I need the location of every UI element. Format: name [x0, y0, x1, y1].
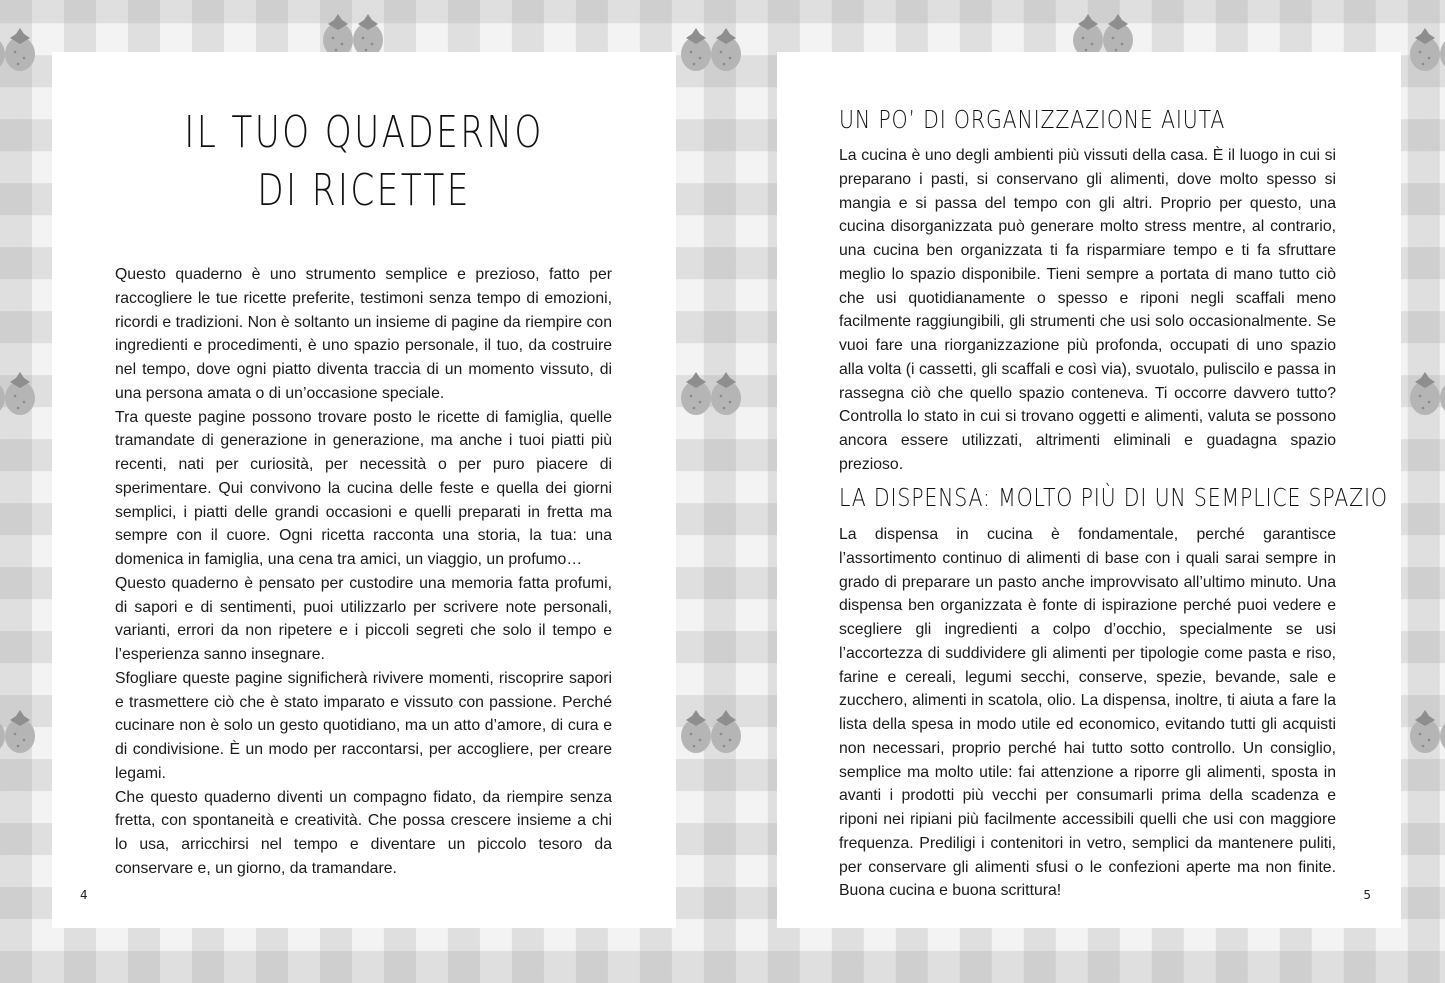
- strawberry-icon: [0, 362, 40, 424]
- page-number: 4: [80, 888, 88, 902]
- strawberry-icon: [1405, 700, 1445, 762]
- strawberry-icon: [1405, 18, 1445, 80]
- paragraph: Tra queste pagine possono trovare posto le ricette di famiglia, quelle tramandate di generazione in generazione, ma anche i tuoi piatti più recenti, nati per curiosità, per necessità o per puro piacere di sperimentare. Qui convivono la cucina delle feste e quella dei giorni semplici, i piatti delle grandi occasioni e quelli preparati in fretta ma sempre con il cuore. Ogni ricetta racconta una storia, la tua: una domenica in famiglia, una cena tra amici, un viaggio, un profumo…: [115, 408, 612, 568]
- page-title: [121, 104, 608, 220]
- paragraph: La dispensa in cucina è fondamentale, perché garantisce l’assortimento continuo di alimenti di base con i quali sarai sempre in grado di preparare un pasto anche improvvisato all’ultimo minuto. Una dispensa ben organizzata è fonte di ispirazione perché puoi vedere e scegliere gli ingredienti a colpo d’occhio, specialmente se usi l’accortezza di suddividere gli alimenti per tipologie come pasta e riso, farine e cereali, legumi secchi, conserve, spezie, bevande, sale e zucchero, alimenti in scatola, olio. La dispensa, inoltre, ti aiuta a fare la lista della spesa in modo utile ed economico, evitando tutti gli acquisti non necessari, proprio perché hai tutto sotto controllo. Un consiglio, semplice ma molto utile: fai attenzione a riporre gli alimenti, sposta in avanti i prodotti più vecchi per consumarli prima della scadenza e riponi nei ripiani più facilmente accessibili quelli che usi con maggiore frequenza. Prediligi i contenitori in vetro, semplici da mantenere puliti, per conservare gli alimenti sfusi o le confezioni aperte ma non finite. Buona cucina e buona scrittura!: [839, 526, 1336, 900]
- strawberry-icon: [676, 362, 746, 424]
- section-text: [839, 144, 1336, 477]
- paragraph: Che questo quaderno diventi un compagno fidato, da riempire senza fretta, con spontaneità e creatività. Che possa crescere insieme a chi lo usa, arricchirsi nel tempo e diventare un piccolo tesoro da conservare e, un giorno, da tramandare.: [115, 788, 612, 877]
- paragraph: Sfogliare queste pagine significherà rivivere momenti, riscoprire sapori e trasmettere ciò che è stato imparato e vissuto con passione. Perché cucinare non è solo un gesto quotidiano, ma un atto d’amore, di cura e di condivisione. È un modo per raccontarsi, per accogliere, per creare legami.: [115, 669, 612, 782]
- paragraph: Questo quaderno è pensato per custodire una memoria fatta profumi, di sapori e di sentimenti, puoi utilizzarlo per scrivere note personali, varianti, errori da non ripetere e i piccoli segreti che solo il tempo e l’esperienza sanno insegnare.: [115, 574, 612, 663]
- title-line-2: DI RICETTE: [257, 165, 471, 216]
- intro-text: [115, 263, 612, 881]
- right-page: [777, 52, 1401, 928]
- paragraph: La cucina è uno degli ambienti più vissuti della casa. È il luogo in cui si preparano i pasti, si conservano gli alimenti, dove molto spesso si mangia e si passa del tempo con gli altri. Proprio per questo, una cucina disorganizzata può generare molto stress mentre, al contrario, una cucina ben organizzata ti fa risparmiare tempo e ti fa sfruttare meglio lo spazio disponibile. Tieni sempre a portata di mano tutto ciò che usi quotidianamente o spesso e riponi negli scaffali meno facilmente raggiungibili, gli strumenti che usi solo occasionalmente. Se vuoi fare una riorganizzazione più profonda, occupati di uno spazio alla volta (i cassetti, gli scaffali e così via), svuotalo, puliscilo e passa in rassegna ciò che quello spazio conteneva. Ti occorre davvero tutto? Controlla lo stato in cui si trovano oggetti e alimenti, valuta se possono ancora essere utilizzati, altrimenti eliminali e guadagna spazio prezioso.: [839, 147, 1336, 473]
- section-heading: LA DISPENSA: MOLTO PIÙ DI UN SEMPLICE SPAZIO: [839, 483, 1388, 512]
- left-page: [52, 52, 676, 928]
- strawberry-icon: [1405, 362, 1445, 424]
- title-line-1: IL TUO QUADERNO: [184, 107, 544, 158]
- paragraph: Questo quaderno è uno strumento semplice e prezioso, fatto per raccogliere le tue ricette preferite, testimoni senza tempo di emozioni, ricordi e tradizioni. Non è soltanto un insieme di pagine da riempire con ingredienti e procedimenti, è uno spazio personale, il tuo, da costruire nel tempo, dove ogni piatto diventa traccia di un momento vissuto, di una persona amata o di un’occasione speciale.: [115, 266, 612, 402]
- strawberry-icon: [0, 700, 40, 762]
- strawberry-icon: [676, 18, 746, 80]
- strawberry-icon: [676, 700, 746, 762]
- section-text: [839, 523, 1336, 903]
- section-heading: UN PO’ DI ORGANIZZAZIONE AIUTA: [839, 105, 1226, 134]
- strawberry-icon: [0, 18, 40, 80]
- page-number: 5: [1363, 888, 1371, 902]
